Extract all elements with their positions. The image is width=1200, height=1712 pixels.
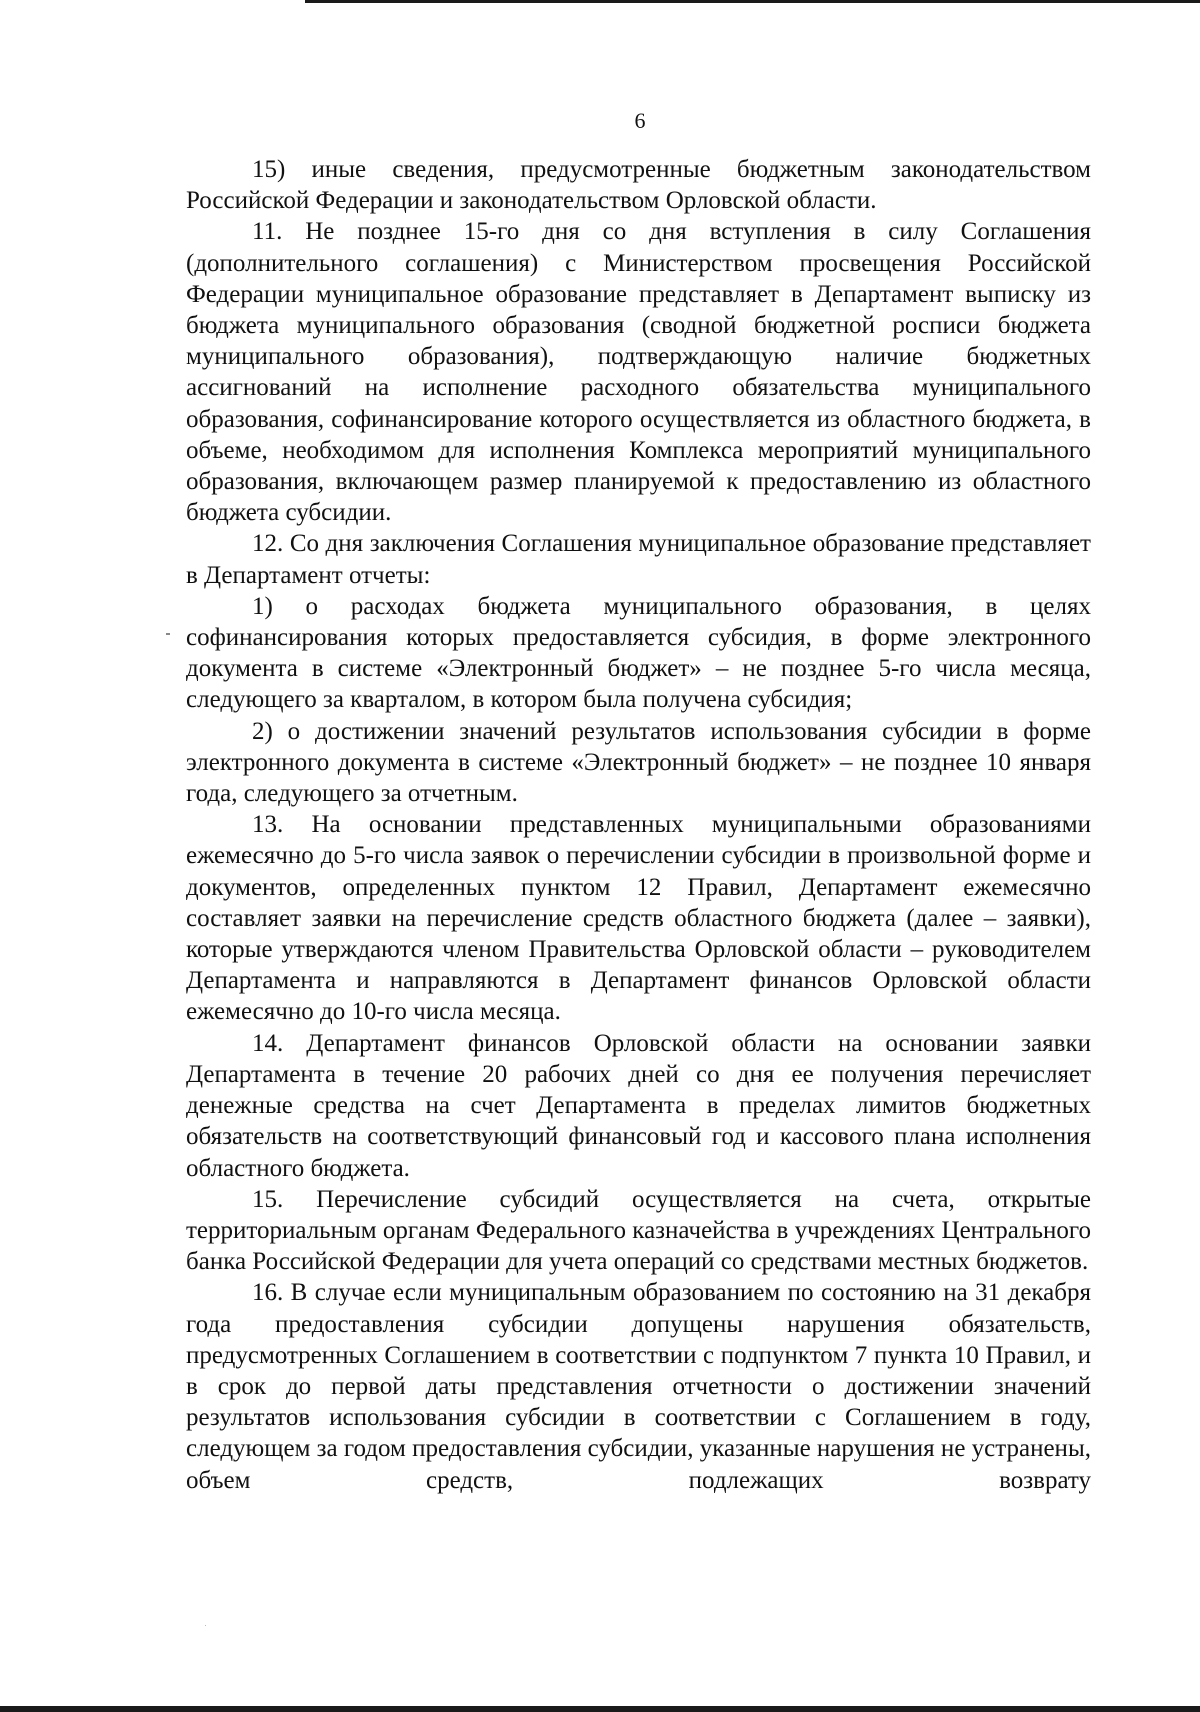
paragraph-13: 13. На основании представленных муниципальными образованиями ежемесячно до 5-го числа заявок о перечислении субсидии в произвольной форме и документов, определенных пунктом 12 Правил, Департамент ежемесячно составляет заявки на перечисление средств областного бюджета (далее – заявки), которые утверждаются членом Правительства Орловской области – руководителем Департамента и направляются в Департамент финансов Орловской области ежемесячно до 10-го числа месяца. xyxy=(186,811,1091,1026)
document-body xyxy=(186,154,1091,1496)
paragraph-11: 11. Не позднее 15-го дня со дня вступления в силу Соглашения (дополнительного соглашения) с Министерством просвещения Российской Федерации муниципальное образование представляет в Департамент выписку из бюджета муниципального образования (сводной бюджетной росписи бюджета муниципального образования), подтверждающую наличие бюджетных ассигнований на исполнение расходного обязательства муниципального образования, софинансирование которого осуществляется из областного бюджета, в объеме, необходимом для исполнения Комплекса мероприятий муниципального образования, включающем размер планируемой к предоставлению из областного бюджета субсидии. xyxy=(186,218,1091,527)
paragraph-12-item-1: 1) о расходах бюджета муниципального образования, в целях софинансирования которых предоставляется субсидия, в форме электронного документа в системе «Электронный бюджет» – не позднее 5-го числа месяца, следующего за кварталом, в котором была получена субсидия; xyxy=(186,592,1091,714)
paragraph-16: 16. В случае если муниципальным образованием по состоянию на 31 декабря года предоставления субсидии допущены нарушения обязательств, предусмотренных Соглашением в соответствии с подпунктом 7 пункта 10 Правил, и в срок до первой даты представления отчетности о достижении значений результатов использования субсидии в соответствии с Соглашением в году, следующем за годом предоставления субсидии, указанные нарушения не устранены, объем средств, подлежащих возврату xyxy=(186,1279,1091,1494)
top-border-line xyxy=(305,0,1200,3)
scan-dot xyxy=(205,1625,206,1626)
paragraph-15-other-info: 15) иные сведения, предусмотренные бюджетным законодательством Российской Федерации и законодательством Орловской области. xyxy=(186,156,1091,215)
paragraph-12: 12. Со дня заключения Соглашения муниципальное образование представляет в Департамент отчеты: xyxy=(186,530,1091,589)
bottom-border-line xyxy=(0,1706,1200,1712)
paragraph-12-item-2: 2) о достижении значений результатов использования субсидии в форме электронного документа в системе «Электронный бюджет» – не позднее 10 января года, следующего за отчетным. xyxy=(186,717,1091,808)
paragraph-14: 14. Департамент финансов Орловской области на основании заявки Департамента в течение 20 рабочих дней со дня ее получения перечисляет денежные средства на счет Департамента в пределах лимитов бюджетных обязательств на соответствующий финансовый год и кассового плана исполнения областного бюджета. xyxy=(186,1029,1091,1182)
paragraph-15: 15. Перечисление субсидий осуществляется на счета, открытые территориальным органам Федерального казначейства в учреждениях Центрального банка Российской Федерации для учета операций со средствами местных бюджетов. xyxy=(186,1185,1091,1276)
page-number: 6 xyxy=(634,108,646,133)
scan-mark xyxy=(166,633,170,635)
